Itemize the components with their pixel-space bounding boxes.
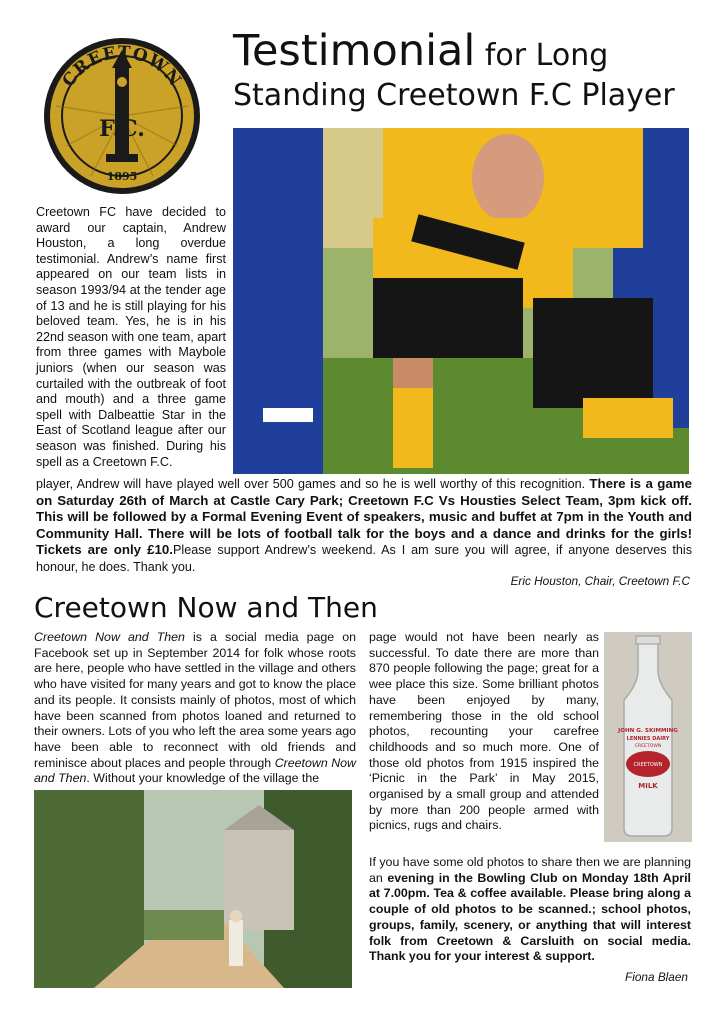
title-line2: Standing Creetown F.C Player	[233, 78, 675, 113]
logo-top-text: CREETOWN	[58, 42, 186, 91]
milk-bottle-photo	[604, 632, 692, 842]
testimonial-signature: Eric Houston, Chair, Creetown F.C	[510, 574, 690, 588]
title-rest: for Long	[475, 38, 609, 73]
column1-text-a: is a social media page on Facebook set up in September 2014 for folk whose roots are here, people who have settled in the village and others who have visited for many years and got to know the place and its people. It consists mainly of photos, most of which have been scanned from photos loaned and returned to their owners. Lots of you who left the area some years ago have been able to reconnect with old friends and reminisce about places and people through	[34, 630, 356, 770]
column3-text: If you have some old photos to share then we are planning an	[369, 855, 691, 885]
bottle-line1: JOHN G. SKIMMING	[618, 728, 678, 734]
testimonial-event-details: There is a game on Saturday 26th of March at Castle Cary Park; Creetown F.C Vs Housties Select Team, 3pm kick off. This will be followed by a Formal Evening Event of speakers, music and buffet at 7pm in the Youth and Community Hall. There will be lots of football talk for the boys and a dance and drinks for the girls! Tickets are only £10.	[36, 476, 692, 557]
column1-text-b: . Without your knowledge of the village the	[86, 771, 320, 786]
bottle-line5: MILK	[638, 782, 658, 790]
now-and-then-column-1	[34, 630, 356, 787]
testimonial-intro: Creetown FC have decided to award our captain, Andrew Houston, a long overdue testimonial. Andrew’s name first appeared on our team lists in season 1993/94 at the tender age of 13 and he is still playing for his beloved team. Yes, he is in his 22nd season with one team, apart from three games with Maybole juniors (when our season was curtailed with the outbreak of foot and mouth) and a three game spell with Dalbeattie Star in the East of Scotland league after our season was finished. During his spell as a Creetown F.C.	[36, 205, 226, 469]
vintage-postcard-photo	[34, 790, 352, 988]
section-heading: Creetown Now and Then	[34, 591, 378, 624]
creetown-fc-logo	[36, 36, 208, 196]
bottle-line2: LENNIES DAIRY	[626, 736, 670, 742]
page-title	[233, 26, 703, 113]
now-and-then-signature: Fiona Blaen	[625, 970, 688, 984]
now-and-then-column-2: page would not have been nearly as successful. To date there are more than 870 people following the page; great for a wee place this size. Some brilliant photos have been enjoyed by many, remembering those in the old school photos, recounting your carefree childhoods and so much more. One of those old photos from 1915 inspired the ‘Picnic in the Park’ in May 2015, organised by a small group and attended by more than 200 people armed with picnics, rugs and chairs.	[369, 630, 599, 833]
page-name-em-2: Creetown Now and Then	[34, 755, 356, 786]
testimonial-body	[36, 476, 692, 575]
logo-year: 1895	[106, 170, 138, 183]
bottle-line3: CREETOWN	[634, 744, 662, 749]
title-main: Testimonial	[233, 26, 476, 76]
now-and-then-column-3	[369, 855, 691, 965]
page-name-em: Creetown Now and Then	[34, 630, 185, 644]
testimonial-continued: player, Andrew will have played well over 500 games and so he is well worthy of this recognition.	[36, 477, 590, 491]
football-action-photo	[233, 128, 689, 474]
logo-initials: F.C.	[99, 116, 145, 142]
testimonial-closing: Please support Andrew’s weekend. As I am sure you will agree, if anyone deserves this honour, he does. Thank you.	[36, 543, 692, 574]
bottle-line4: CREETOWN	[633, 762, 663, 768]
bowling-club-event: evening in the Bowling Club on Monday 18th April at 7.00pm. Tea & coffee available. Please bring along a couple of old photos to be scanned.; school photos, groups, family, scenery, or anything that will interest folk from Creetown & Carsluith on social media. Thank you for your interest & support.	[369, 870, 691, 964]
